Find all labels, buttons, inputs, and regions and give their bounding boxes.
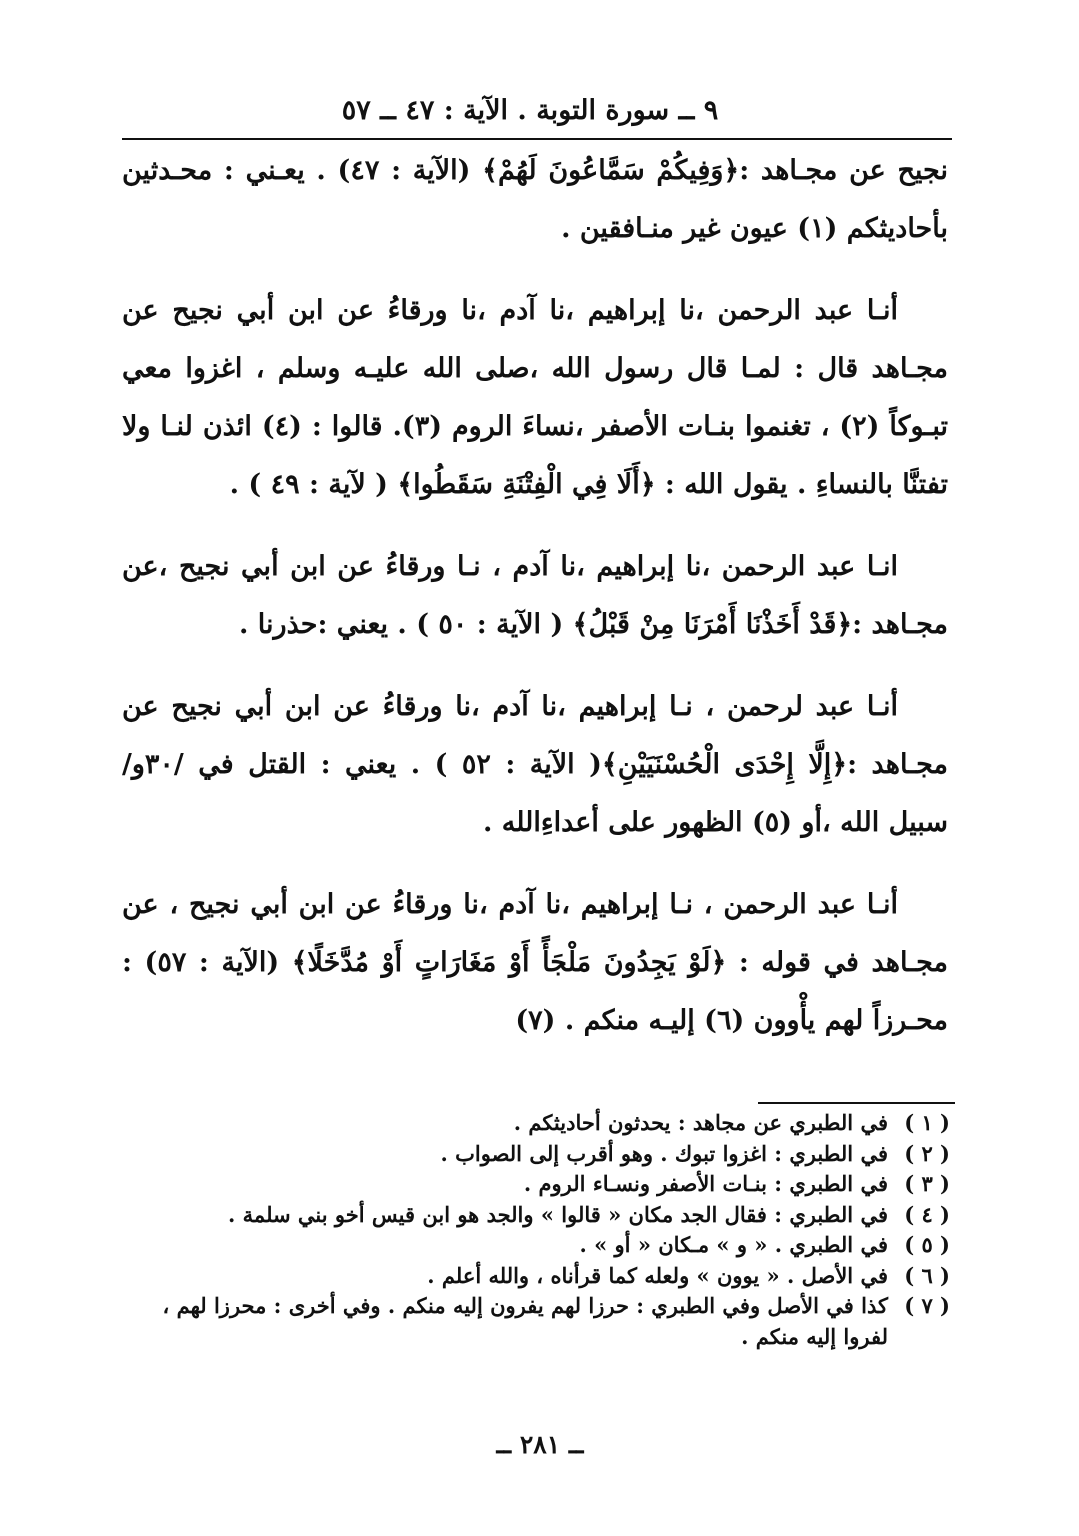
footnote-text: في الطبري عن مجاهد : يحدثون أحاديثكم . xyxy=(513,1110,888,1135)
footnote-text: في الطبري : بنـات الأصفر ونسـاء الروم . xyxy=(523,1171,888,1196)
footnote-item xyxy=(130,1169,950,1200)
footnote-number: ( ٢ ) xyxy=(904,1140,950,1166)
footnote-item xyxy=(130,1261,950,1292)
footnote-text: في الطبري . « و » مـكان « أو » . xyxy=(579,1232,888,1257)
footnote-text: في الطبري : اغزوا تبوك . وهو أقرب إلى الصواب . xyxy=(440,1140,888,1166)
main-text xyxy=(122,142,948,1074)
footnote-item xyxy=(130,1291,950,1352)
footnote-item xyxy=(130,1139,950,1170)
footnote-number: ( ٦ ) xyxy=(904,1262,950,1288)
footnote-item xyxy=(130,1108,950,1139)
footnote-divider xyxy=(758,1102,955,1104)
footnote-text: في الطبري : فقال الجد مكان « قالوا » والجد هو ابن قيس أخو بني سلمة . xyxy=(228,1201,888,1227)
footnote-number: ( ٤ ) xyxy=(904,1201,950,1227)
footnote-item xyxy=(130,1230,950,1261)
footnotes xyxy=(130,1108,950,1352)
paragraph-2: أنـا عبد الرحمن ،نا إبراهيم ،نا آدم ،نا ورقاءُ عن ابن أبي نجيح عن مجـاهد قال : لمـا قال رسول الله ،صلى الله عليـه وسلم ، اغزوا معي تبـوكاً (٢) ، تغنموا بنـات الأصفر ،نساءَ الروم (٣). قالوا : (٤) ائذن لنـا ولا تفتنَّا بالنساءِ . يقول الله : ﴿أَلَا فِي الْفِتْنَةِ سَقَطُوا﴾ ( لآية : ٤٩ ) . xyxy=(122,295,948,500)
footnote-number: ( ١ ) xyxy=(904,1110,950,1135)
footnote-number: ( ٣ ) xyxy=(904,1171,950,1196)
paragraph-5: أنـا عبد الرحمن ، نـا إبراهيم ،نا آدم ،نا ورقاءُ عن ابن أبي نجيح ، عن مجـاهد في قوله : ﴿لَوْ يَجِدُونَ مَلْجَأً أَوْ مَغَارَاتٍ أَوْ مُدَّخَلًا﴾ (الآية : ٥٧) : محـرزاً لهم يأْوون (٦) إليـه منكم . (٧) xyxy=(122,889,948,1036)
footnote-text: في الأصل . « يوون » ولعله كما قرأناه ، والله أعلم . xyxy=(427,1262,888,1288)
footnote-text: كذا في الأصل وفي الطبري : حرزا لهم يفرون إليه منكم . وفي أخرى : محرزا لهم ، لفروا إليه منكم . xyxy=(162,1293,888,1349)
footnote-number: ( ٧ ) xyxy=(904,1293,950,1318)
paragraph-4: أنـا عبد لرحمن ، نـا إبراهيم ،نا آدم ،نا ورقاءُ عن ابن أبي نجيح عن مجـاهد :﴿إِلَّا إِحْدَى الْحُسْنَيَيْنِ﴾( الآية : ٥٢ ) . يعني : القتل في /٣٠و/ سبيل الله ،أو (٥) الظهور على أعداءِالله . xyxy=(122,691,948,838)
header-divider xyxy=(122,138,952,140)
paragraph-3: انـا عبد الرحمن ،نا إبراهيم ،نا آدم ، نـا ورقاءُ عن ابن أبي نجيح ،عن مجـاهد :﴿قَدْ أَخَذْنَا أَمْرَنَا مِنْ قَبْلُ﴾ ( الآية : ٥٠ ) . يعني :حذرنا . xyxy=(122,551,948,640)
page-number: ــ ٢٨١ ــ xyxy=(496,1430,584,1459)
footnote-item xyxy=(130,1200,950,1231)
running-header: ٩ ــ سورة التوبة . الآية : ٤٧ ــ ٥٧ xyxy=(341,95,719,126)
footnote-number: ( ٥ ) xyxy=(904,1232,950,1257)
paragraph-1: نجيح عن مجـاهد :﴿وَفِيكُمْ سَمَّاعُونَ لَهُمْ﴾ (الآية : ٤٧) . يعـني : محـدثين بأحاديثكم (١) عيون غير منـافقين . xyxy=(122,155,948,244)
